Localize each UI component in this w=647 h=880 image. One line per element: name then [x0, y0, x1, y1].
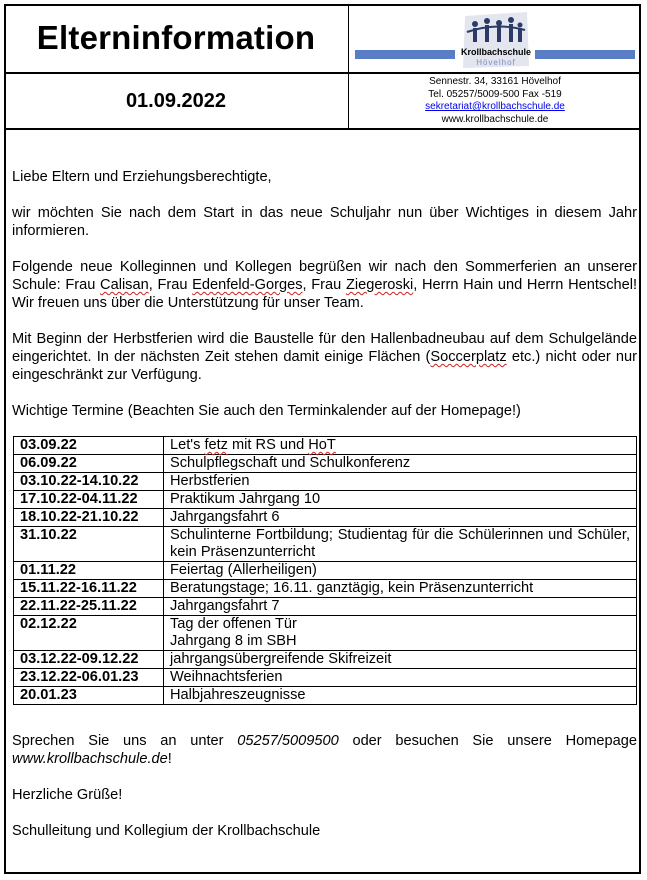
logo-bar-left [355, 50, 455, 59]
table-row [14, 562, 637, 580]
signature: Schulleitung und Kollegium der Krollbachschule [12, 823, 321, 839]
row-event: Beratungstage; 16.11. ganztägig, kein Präsenzunterricht [164, 580, 637, 598]
row-event: Weihnachtsferien [164, 669, 637, 687]
row-date: 31.10.22 [14, 527, 164, 562]
row-date: 20.01.23 [14, 687, 164, 705]
contact-website: www.krollbachschule.de [12, 751, 168, 767]
regards: Herzliche Grüße! [12, 787, 123, 803]
table-row [14, 473, 637, 491]
table-row [14, 455, 637, 473]
dates-table [13, 436, 637, 705]
row-date: 03.12.22-09.12.22 [14, 651, 164, 669]
table-row [14, 527, 637, 562]
row-event: Jahrgangsfahrt 7 [164, 598, 637, 616]
date-cell [4, 74, 349, 130]
letter-body [12, 168, 637, 438]
row-date: 01.11.22 [14, 562, 164, 580]
row-event: Jahrgangsfahrt 6 [164, 509, 637, 527]
row-event: Halbjahreszeugnisse [164, 687, 637, 705]
table-row [14, 651, 637, 669]
greeting: Liebe Eltern und Erziehungsberechtigte, [12, 169, 272, 185]
table-row [14, 580, 637, 598]
row-date: 02.12.22 [14, 616, 164, 651]
row-event: Schulpflegschaft und Schulkonferenz [164, 455, 637, 473]
row-event: jahrgangsübergreifende Skifreizeit [164, 651, 637, 669]
contact-paragraph: Sprechen Sie uns an unter 05257/5009500 oder besuchen Sie unsere Homepage www.krollbachschule.de! [12, 733, 637, 767]
row-event: Schulinterne Fortbildung; Studientag für die Schülerinnen und Schüler, kein Präsenzunterricht [164, 527, 637, 562]
paragraph-dates-intro: Wichtige Termine (Beachten Sie auch den Terminkalender auf der Homepage!) [12, 403, 521, 419]
table-row [14, 687, 637, 705]
row-date: 03.10.22-14.10.22 [14, 473, 164, 491]
phone-line: Tel. 05257/5009-500 Fax -519 [428, 88, 562, 100]
row-event: Let's fetz mit RS und HoT [164, 437, 637, 455]
logo-cell [349, 4, 641, 74]
paragraph-construction: Mit Beginn der Herbstferien wird die Baustelle für den Hallenbadneubau auf dem Schulgelände eingerichtet. In der nächsten Zeit stehen damit einige Flächen (Soccerplatz etc.) nicht oder nur eingeschränkt zur Verfügung. [12, 331, 637, 383]
row-date: 15.11.22-16.11.22 [14, 580, 164, 598]
row-event: Herbstferien [164, 473, 637, 491]
table-row [14, 598, 637, 616]
address-block [349, 74, 641, 130]
row-date: 17.10.22-04.11.22 [14, 491, 164, 509]
row-date: 03.09.22 [14, 437, 164, 455]
table-row [14, 491, 637, 509]
row-event: Tag der offenen Tür Jahrgang 8 im SBH [164, 616, 637, 651]
row-date: 06.09.22 [14, 455, 164, 473]
paragraph-new-staff: Folgende neue Kolleginnen und Kollegen begrüßen wir nach den Sommerferien an unserer Schule: Frau Calisan, Frau Edenfeld-Gorges, Frau Ziegeroski, Herrn Hain und Herrn Hentschel! Wir freuen uns über die Unterstützung für unser Team. [12, 259, 638, 311]
logo-subtitle: Hövelhof [476, 58, 516, 67]
row-date: 22.11.22-25.11.22 [14, 598, 164, 616]
table-row [14, 616, 637, 651]
website-line: www.krollbachschule.de [441, 113, 549, 125]
table-row [14, 669, 637, 687]
table-row [14, 437, 637, 455]
page-title: Elterninformation [36, 19, 316, 56]
row-date: 23.12.22-06.01.23 [14, 669, 164, 687]
email-link[interactable]: sekretariat@krollbachschule.de [425, 101, 565, 112]
table-row [14, 509, 637, 527]
letter-date: 01.09.2022 [125, 89, 227, 112]
contact-phone: 05257/5009500 [237, 733, 339, 749]
logo-bar-right [535, 50, 635, 59]
row-event: Praktikum Jahrgang 10 [164, 491, 637, 509]
title-cell [4, 4, 349, 74]
address-line: Sennestr. 34, 33161 Hövelhof [429, 76, 561, 87]
letter-closing [12, 732, 637, 858]
logo-name: Krollbachschule [460, 47, 532, 57]
row-event: Feiertag (Allerheiligen) [164, 562, 637, 580]
row-date: 18.10.22-21.10.22 [14, 509, 164, 527]
paragraph-intro: wir möchten Sie nach dem Start in das neue Schuljahr nun über Wichtiges in diesem Jahr informieren. [12, 205, 637, 239]
